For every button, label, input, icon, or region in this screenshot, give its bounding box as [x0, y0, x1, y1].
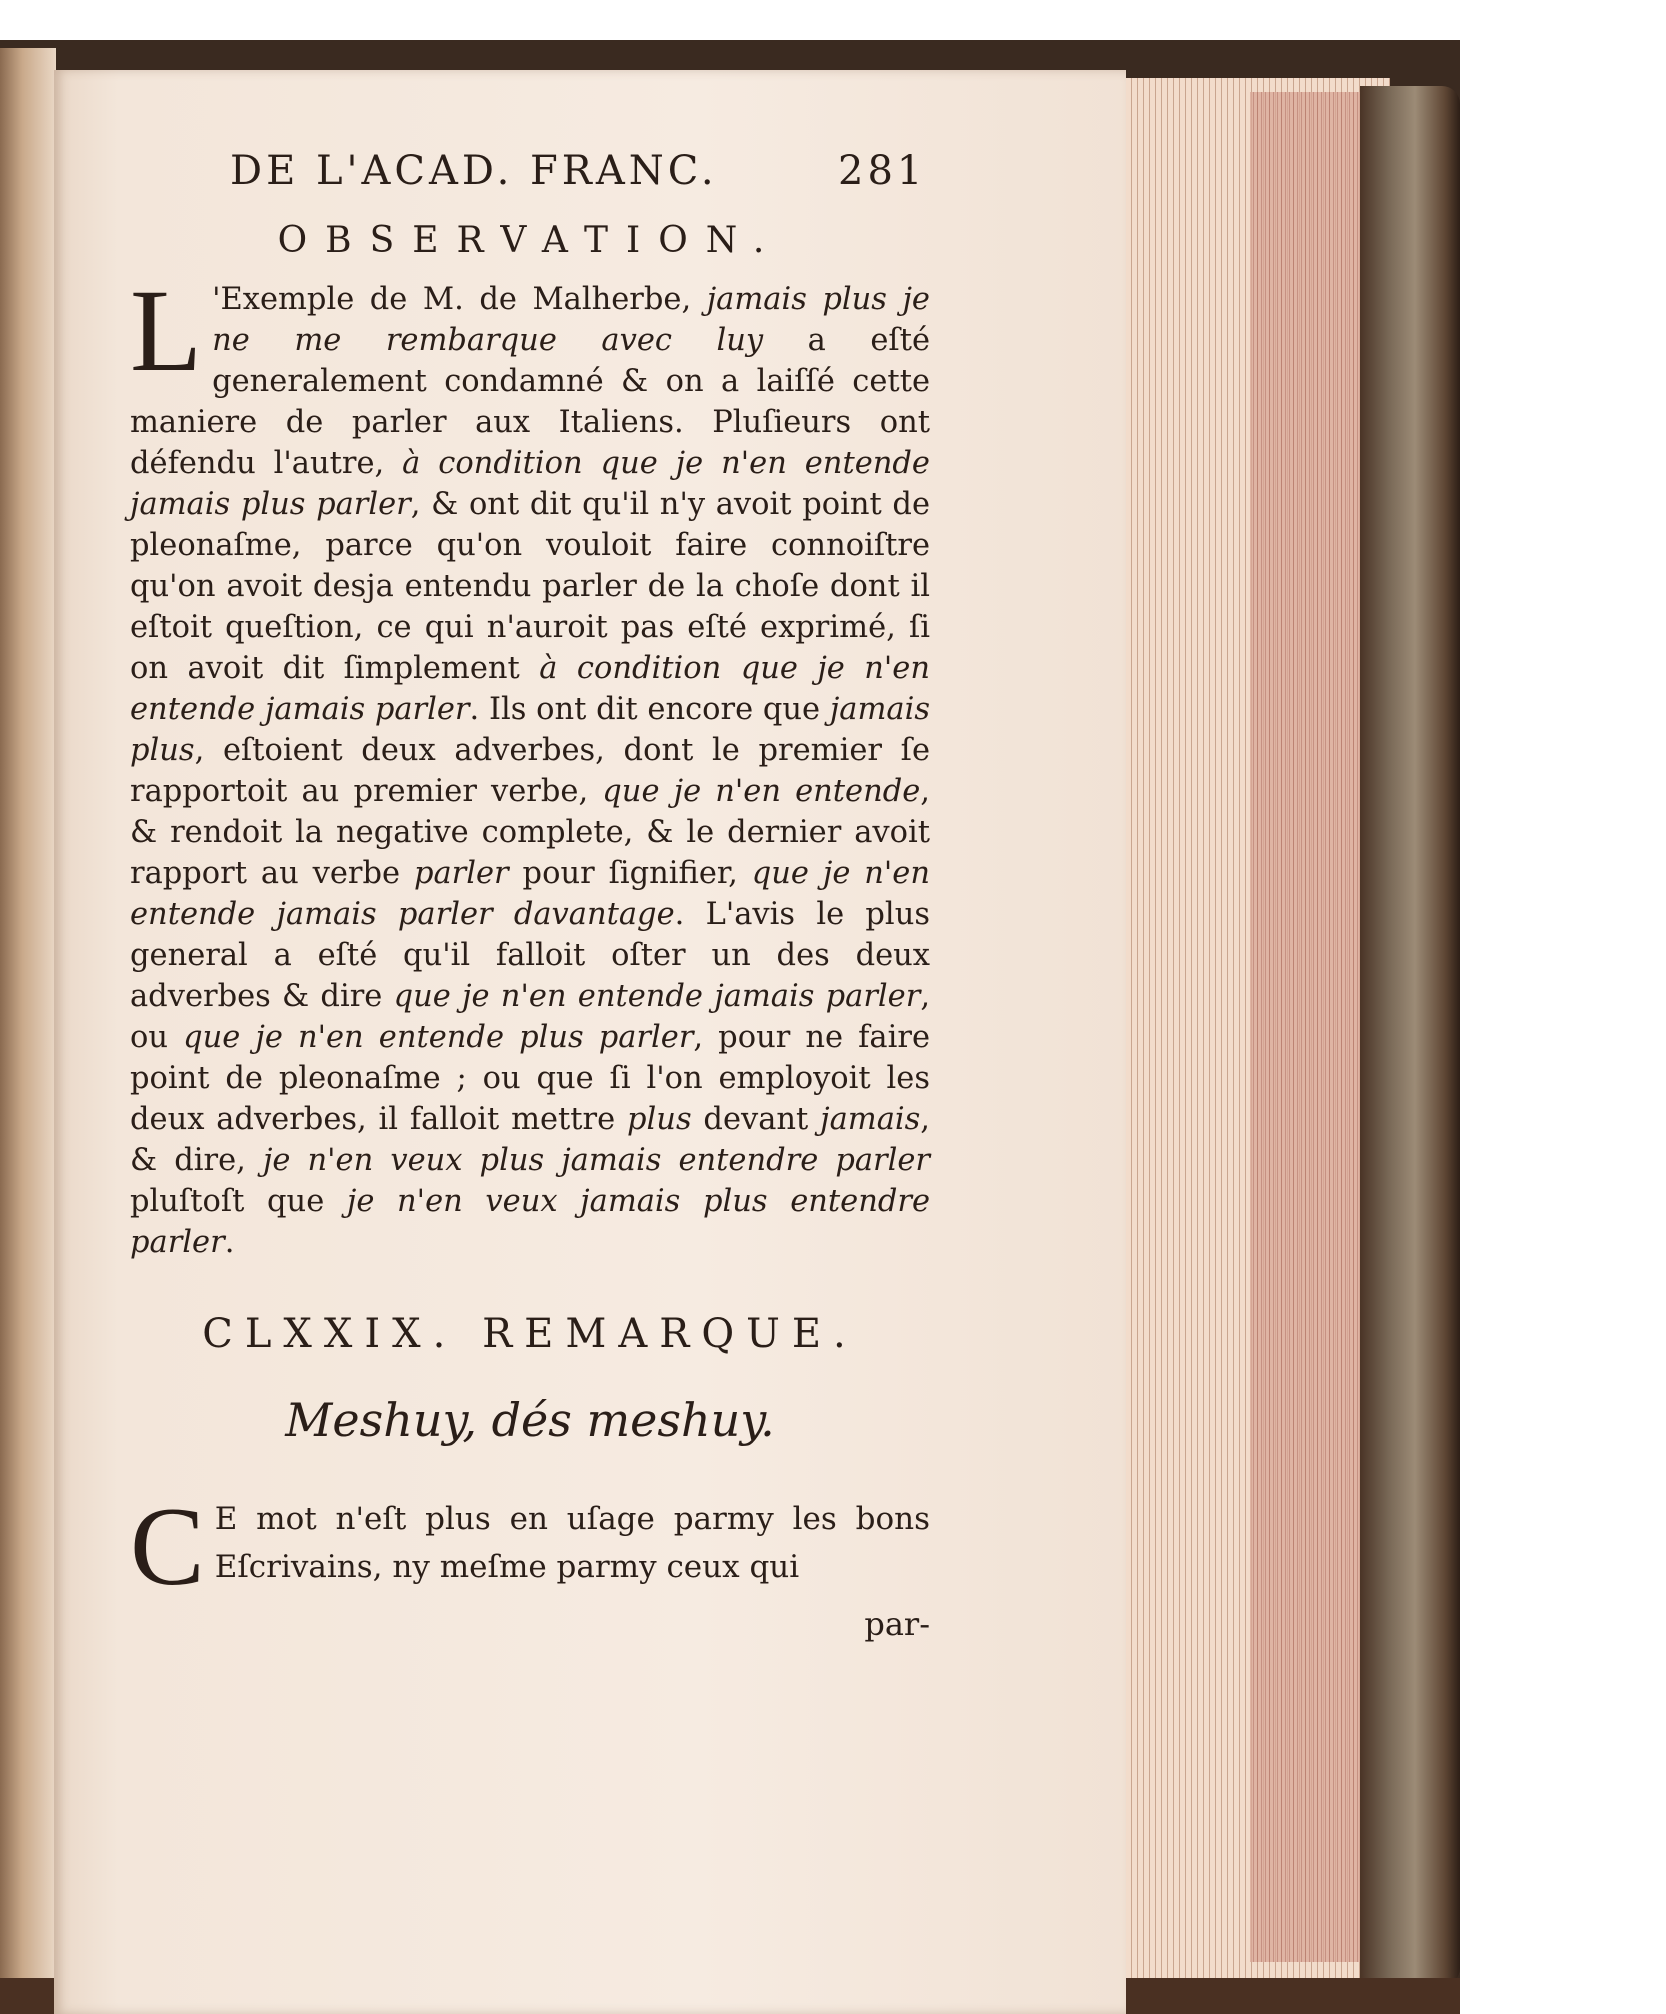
page-number: 281	[838, 148, 927, 194]
section-title: OBSERVATION.	[277, 220, 783, 261]
drop-cap: C	[130, 1485, 205, 1609]
facing-page-edge	[0, 48, 56, 2014]
remark-text: E mot n'eſt plus en uſage parmy les bons Eſcrivains, ny meſme parmy ceux qui	[214, 1501, 930, 1585]
remark-title: CLXXIX. REMARQUE.	[202, 1311, 858, 1357]
remark-subtitle: Meshuy, dés meshuy.	[285, 1393, 775, 1447]
drop-cap: L	[130, 265, 203, 396]
remark-paragraph	[130, 1485, 930, 1609]
catchword: par-	[864, 1605, 930, 1643]
page-text	[130, 148, 930, 1643]
observation-paragraph	[130, 265, 931, 1263]
running-header	[130, 148, 930, 208]
header-title: DE L'ACAD. FRANC.	[230, 148, 718, 194]
book-cover	[1360, 86, 1460, 1986]
observation-text: 'Exemple de M. de Malherbe, jamais plus je ne me rembarque avec luy a eſté generalement condamné & on a laiſſé cette maniere de parler aux Italiens. Pluſieurs ont défendu l'autre, à condition que je n'en entende jamais plus parler, & ont dit qu'il n'y avoit point de pleonaſme, parce qu'on vouloit faire connoiſtre qu'on avoit desja entendu parler de la choſe dont il eſtoit queſtion, ce qui n'auroit pas eſté exprimé, ſi on avoit dit ſimplement à condition que je n'en entende jamais parler. Ils ont dit encore que jamais plus, eſtoient deux adverbes, dont le premier ſe rapportoit au premier verbe, que je n'en entende, & rendoit la negative complete, & le dernier avoit rapport au verbe parler pour ſignifier, que je n'en entende jamais parler davantage. L'avis le plus general a eſté qu'il falloit oſter un des deux adverbes & dire que je n'en entende jamais parler, ou que je n'en entende plus parler, pour ne faire point de pleonaſme ; ou que ſi l'on employoit les deux adverbes, il falloit mettre plus devant jamais, & dire, je n'en veux plus jamais entendre parler pluſtoſt que je n'en veux jamais plus entendre parler.	[130, 282, 931, 1260]
